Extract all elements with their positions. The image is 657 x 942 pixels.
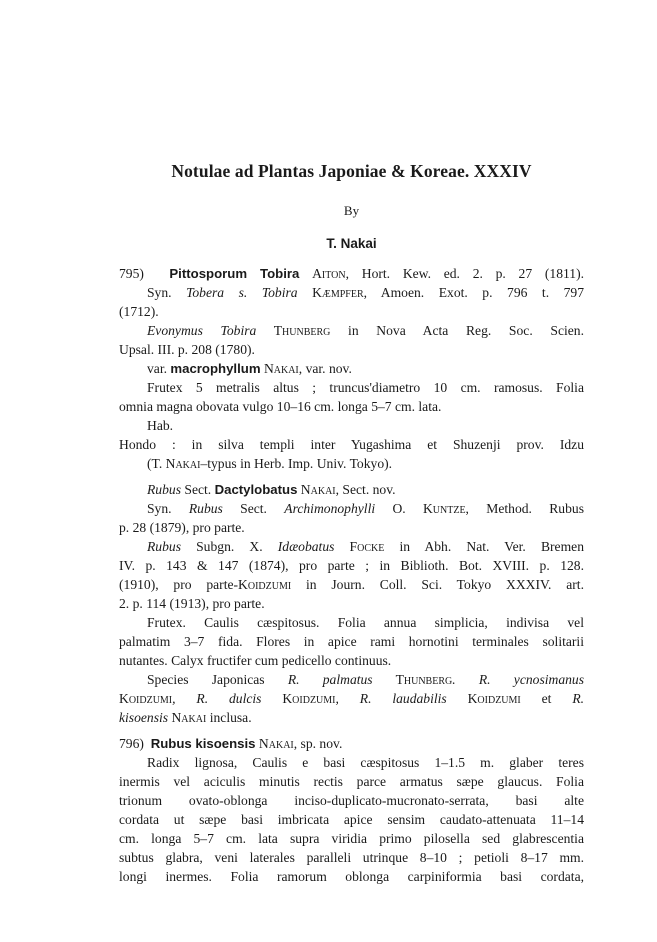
- synonym-line: [147, 284, 584, 302]
- reference: , Sect. nov.: [335, 482, 396, 497]
- reference-line: [119, 576, 584, 594]
- species-name: , R. dulcis: [172, 691, 262, 706]
- section-heading: [147, 481, 584, 499]
- closing-text: inclusa.: [206, 710, 252, 725]
- description-line: trionum ovato-oblonga inciso-duplicato-mucronato-serrata, basi alte: [119, 793, 584, 808]
- reference: in Nova Acta Reg. Soc. Scien.: [330, 323, 584, 338]
- description-line: Frutex 5 metralis altus ; truncus'diametro 10 cm. ramosus. Folia: [147, 380, 584, 395]
- synonym-line: [147, 322, 584, 340]
- genus-name: Rubus: [147, 482, 181, 497]
- author-citation: Nakai: [165, 456, 201, 471]
- author-citation: O. Kuntze: [375, 501, 466, 516]
- author-name: T. Nakai: [326, 236, 377, 251]
- syn-label: Syn.: [147, 285, 187, 300]
- synonym-line: [147, 500, 584, 518]
- subgenus-label: Subgn. X.: [180, 539, 278, 554]
- synonym-name: Evonymus Tobira: [147, 323, 257, 338]
- synonym-name: Idæobatus: [277, 539, 335, 554]
- typus-rest: –typus in Herb. Imp. Univ. Tokyo).: [200, 456, 393, 471]
- syn-label: Syn.: [147, 501, 189, 516]
- species-list-line: [119, 690, 584, 708]
- synonym-continuation: Upsal. III. p. 208 (1780).: [119, 342, 255, 357]
- reference: (1910), pro parte-: [119, 577, 239, 592]
- author-citation: Nakai: [297, 482, 336, 497]
- description-line: inermis vel aciculis minutis rectis parce armatus sæpe glaucus. Folia: [119, 774, 584, 789]
- synonym-line: [147, 538, 584, 556]
- species-list-line: [147, 671, 584, 689]
- species-name: kisoensis: [119, 710, 169, 725]
- section-name: Dactylobatus: [214, 482, 298, 497]
- page-title: Notulae ad Plantas Japoniae & Koreae. XXXIV: [171, 161, 532, 181]
- species-name: R. palmatus: [287, 672, 373, 687]
- variety-line: [147, 360, 584, 378]
- author-citation: Thunberg: [256, 323, 331, 338]
- species-name: . R. ycnosimanus: [452, 672, 585, 687]
- genus-name: Rubus: [188, 501, 223, 516]
- description-line: longi inermes. Folia ramorum oblonga carpiniformia basi cordata,: [119, 869, 584, 884]
- conjunction: et: [520, 691, 573, 706]
- reference: , var. nov.: [298, 361, 352, 376]
- synonym-year: (1712).: [119, 304, 159, 319]
- sect-label: Sect.: [222, 501, 285, 516]
- genus-name: Rubus: [147, 539, 181, 554]
- author-citation: Koidzumi: [446, 691, 521, 706]
- synonym-name: Tobera s. Tobira: [186, 285, 298, 300]
- habitat-label: Hab.: [147, 418, 174, 433]
- species-list-line: [119, 709, 584, 727]
- reference-line: 2. p. 114 (1913), pro parte.: [119, 596, 265, 611]
- author-citation: Focke: [334, 539, 385, 554]
- author-citation: Koidzumi: [238, 577, 292, 592]
- description-line: cordata ut sæpe basi imbricata apice sensim caudato-attenuata 11–14: [119, 812, 584, 827]
- entry-796-heading: [119, 735, 584, 753]
- var-label: var.: [147, 361, 171, 376]
- locality-line: Hondo : in silva templi inter Yugashima et Shuzenji prov. Idzu: [119, 437, 584, 452]
- description-line: omnia magna obovata vulgo 10–16 cm. longa 5–7 cm. lata.: [119, 399, 442, 414]
- author-citation: Nakai: [260, 361, 299, 376]
- author-citation: Kæmpfer: [297, 285, 364, 300]
- reference: , Amoen. Exot. p. 796 t. 797: [363, 285, 585, 300]
- reference-line: IV. p. 143 & 147 (1874), pro parte ; in Biblioth. Bot. XVIII. p. 128.: [119, 558, 584, 573]
- synonym-name: Archimonophylli: [284, 501, 376, 516]
- entry-795-heading: [119, 265, 584, 283]
- species-name: , R. laudabilis: [335, 691, 447, 706]
- reference: , sp. nov.: [293, 736, 343, 751]
- description-line: Radix lignosa, Caulis e basi cæspitosus 1–1.5 m. glaber teres: [147, 755, 584, 770]
- reference: in Journ. Coll. Sci. Tokyo XXXIV. art.: [291, 577, 584, 592]
- species-name: Rubus kisoensis: [150, 736, 256, 751]
- reference: in Abh. Nat. Ver. Bremen: [384, 539, 584, 554]
- species-intro: Species Japonicas: [147, 672, 288, 687]
- variety-name: macrophyllum: [170, 361, 261, 376]
- author-citation: Nakai: [168, 710, 207, 725]
- species-name: R.: [572, 691, 585, 706]
- sect-label: Sect.: [180, 482, 215, 497]
- author-citation: Koidzumi: [261, 691, 336, 706]
- entry-number: 795): [119, 266, 144, 281]
- synonym-continuation: p. 28 (1879), pro parte.: [119, 520, 245, 535]
- typus-line: [147, 455, 584, 473]
- author-citation: Thunberg: [372, 672, 453, 687]
- description-line: Frutex. Caulis cæspitosus. Folia annua simplicia, indivisa vel: [147, 615, 584, 630]
- typus-prefix: (T.: [147, 456, 166, 471]
- author-citation: Koidzumi: [119, 691, 173, 706]
- description-line: nutantes. Calyx fructifer cum pedicello continuus.: [119, 653, 392, 668]
- reference: , Method. Rubus: [465, 501, 584, 516]
- description-line: subtus glabra, veni laterales paralleli utrinque 8–10 ; petioli 8–17 mm.: [119, 850, 584, 865]
- description-line: palmatim 3–7 fida. Flores in apice rami hornotini terminales solitarii: [119, 634, 584, 649]
- author-citation: Nakai: [255, 736, 294, 751]
- entry-number: 796): [119, 736, 144, 751]
- description-line: cm. longa 5–7 cm. lata supra viridia primo pilosella sed glabrescentia: [119, 831, 584, 846]
- reference: , Hort. Kew. ed. 2. p. 27 (1811).: [345, 266, 585, 281]
- author-citation: Aiton: [312, 266, 346, 281]
- byline: By: [343, 203, 360, 218]
- species-name: Pittosporum Tobira: [169, 266, 300, 281]
